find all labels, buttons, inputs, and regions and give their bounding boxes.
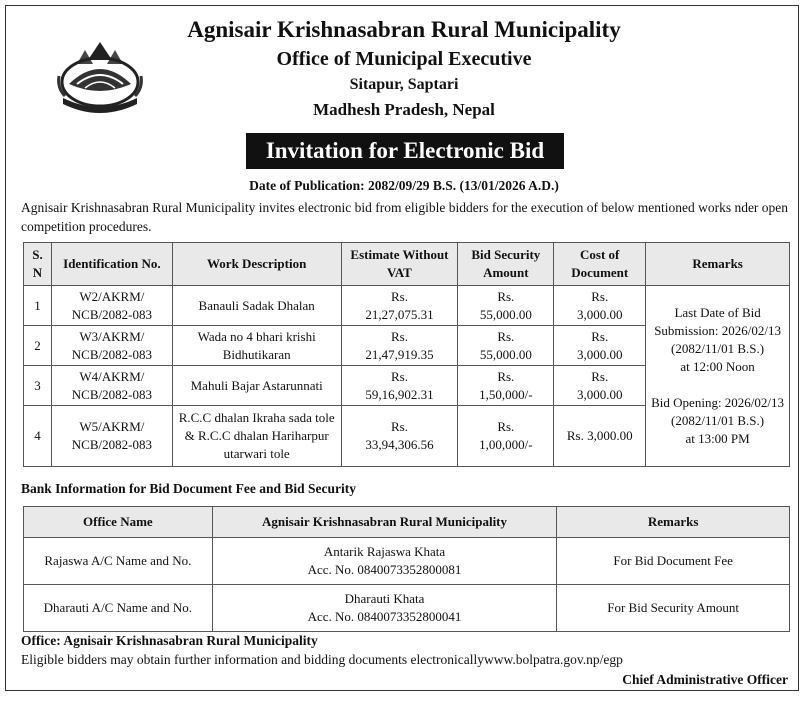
bank-table-header — [24, 507, 790, 538]
cell-text: 1,00,000/- — [479, 437, 533, 452]
bank-info-title: Bank Information for Bid Document Fee and Bid Security — [21, 481, 357, 496]
office-location: Sitapur, Saptari — [349, 76, 459, 93]
cell-estimate — [341, 406, 458, 467]
publication-date: Date of Publication: 2082/09/29 B.S. (13/01/2026 A.D.) — [249, 178, 559, 193]
header-text: Cost of — [580, 247, 620, 262]
cell-id — [51, 366, 172, 406]
cell-text: 55,000.00 — [479, 346, 532, 362]
header-text: S. — [32, 247, 43, 262]
cell-text: Rs. — [390, 368, 408, 384]
cell-text: W4/AKRM/ — [79, 368, 145, 384]
footer-eligibility-note: Eligible bidders may obtain further information and bidding documents electronicallywww.bolpatra.gov.np/egp — [21, 652, 623, 667]
cell-text: & R.C.C dhalan Hariharpur — [184, 428, 329, 443]
cell-account — [212, 538, 557, 585]
cell-text: Rs. — [591, 288, 609, 304]
header-identification: Identification No. — [51, 243, 172, 286]
cell-text: 3,000.00 — [576, 306, 623, 322]
cell-estimate — [341, 326, 458, 366]
cell-text: Acc. No. 0840073352800041 — [307, 609, 462, 624]
cell-text: utarwari tole — [223, 446, 290, 461]
header-text: VAT — [387, 265, 412, 280]
cell-cost — [554, 286, 646, 326]
table-row — [24, 538, 790, 585]
letterhead — [0, 16, 808, 121]
cell-id — [51, 286, 172, 326]
bid-table-header — [24, 243, 790, 286]
cell-text: Mahuli Bajar Astarunnati — [190, 377, 323, 393]
remark-line: (2082/11/01 B.S.) — [671, 413, 765, 428]
cell-text: Rs. — [390, 328, 408, 344]
cell-text: 3,000.00 — [576, 386, 623, 402]
cell-desc — [172, 326, 341, 366]
remark-line: Last Date of Bid — [674, 305, 761, 320]
remarks-submission — [648, 304, 787, 376]
cell-text: Rs. — [497, 419, 515, 434]
remark-line: (2082/11/01 B.S.) — [671, 341, 765, 356]
cell-account-name: Dharauti A/C Name and No. — [24, 585, 213, 632]
cell-cost: Rs. 3,000.00 — [554, 406, 646, 467]
cell-text: W3/AKRM/ — [79, 328, 145, 344]
header-text: Bid Security — [471, 247, 541, 262]
cell-text: NCB/2082-083 — [71, 346, 152, 362]
municipality-name: Agnisair Krishnasabran Rural Municipality — [187, 17, 621, 42]
cell-text: 21,47,919.35 — [365, 346, 434, 362]
signatory: Chief Administrative Officer — [622, 672, 788, 687]
header-remarks: Remarks — [557, 507, 790, 538]
header-text: Document — [571, 265, 629, 280]
cell-id — [51, 406, 172, 467]
cell-text: Rs. — [591, 368, 609, 384]
remark-line: at 13:00 PM — [685, 431, 750, 446]
table-row — [24, 585, 790, 632]
cell-text: 1,50,000/- — [479, 386, 533, 402]
cell-text: 21,27,075.31 — [365, 306, 434, 322]
intro-paragraph: Agnisair Krishnasabran Rural Municipality invites electronic bid from eligible bidders for the execution of below mentioned works nder open competition procedures. — [21, 200, 789, 234]
cell-text: 33,94,306.56 — [365, 437, 434, 452]
cell-text: Rs. — [390, 288, 408, 304]
cell-text: R.C.C dhalan Ikraha sada tole — [178, 410, 335, 425]
notice-banner: Invitation for Electronic Bid — [246, 133, 564, 169]
cell-text: Bidhutikaran — [222, 346, 291, 362]
cell-cost — [554, 366, 646, 406]
cell-estimate — [341, 286, 458, 326]
cell-text: Banauli Sadak Dhalan — [198, 297, 315, 313]
cell-text: 59,16,902.31 — [365, 386, 434, 402]
cell-text: Wada no 4 bhari krishi — [197, 328, 316, 344]
cell-cost — [554, 326, 646, 366]
cell-text: NCB/2082-083 — [71, 437, 152, 452]
bank-table — [23, 506, 790, 632]
cell-security — [458, 366, 554, 406]
cell-sn: 1 — [24, 286, 52, 326]
cell-desc — [172, 406, 341, 467]
cell-id — [51, 326, 172, 366]
cell-text: W2/AKRM/ — [79, 288, 145, 304]
cell-text: Rs. — [390, 419, 408, 434]
header-remarks: Remarks — [646, 243, 790, 286]
remarks-opening — [648, 394, 787, 448]
cell-desc — [172, 366, 341, 406]
header-sn — [24, 243, 52, 286]
header-description: Work Description — [172, 243, 341, 286]
cell-account-name: Rajaswa A/C Name and No. — [24, 538, 213, 585]
cell-remark: For Bid Security Amount — [557, 585, 790, 632]
cell-text: Rs. — [497, 328, 515, 344]
cell-text: Rs. — [591, 328, 609, 344]
header-estimate — [341, 243, 458, 286]
cell-text: Antarik Rajaswa Khata — [323, 544, 446, 559]
remark-line: Bid Opening: 2026/02/13 — [651, 395, 785, 410]
cell-estimate — [341, 366, 458, 406]
cell-text: NCB/2082-083 — [71, 306, 152, 322]
cell-text: Rs. — [497, 368, 515, 384]
header-text: Amount — [483, 265, 529, 280]
cell-security — [458, 286, 554, 326]
cell-text: Acc. No. 0840073352800081 — [307, 562, 462, 577]
header-text: Estimate Without — [350, 247, 449, 262]
cell-security — [458, 406, 554, 467]
cell-remark: For Bid Document Fee — [557, 538, 790, 585]
header-security — [458, 243, 554, 286]
header-cost — [554, 243, 646, 286]
footer-office: Office: Agnisair Krishnasabran Rural Municipality — [21, 633, 318, 648]
cell-sn: 3 — [24, 366, 52, 406]
cell-desc — [172, 286, 341, 326]
remark-line: Submission: 2026/02/13 — [654, 323, 781, 338]
cell-security — [458, 326, 554, 366]
table-row — [24, 286, 790, 326]
bid-table — [23, 242, 790, 467]
cell-sn: 2 — [24, 326, 52, 366]
cell-text: W5/AKRM/ — [79, 419, 145, 434]
cell-text: NCB/2082-083 — [71, 386, 152, 402]
cell-text: Dharauti Khata — [344, 591, 425, 606]
office-name: Office of Municipal Executive — [276, 48, 532, 70]
cell-text: 55,000.00 — [479, 306, 532, 322]
cell-text: Rs. — [497, 288, 515, 304]
cell-text: 3,000.00 — [576, 346, 623, 362]
remark-line: at 12:00 Noon — [680, 359, 755, 374]
header-text: N — [32, 265, 43, 280]
cell-sn: 4 — [24, 406, 52, 467]
cell-account — [212, 585, 557, 632]
province-name: Madhesh Pradesh, Nepal — [313, 100, 495, 119]
remarks-cell — [646, 286, 790, 467]
header-office-name: Office Name — [24, 507, 213, 538]
header-municipality: Agnisair Krishnasabran Rural Municipality — [212, 507, 557, 538]
